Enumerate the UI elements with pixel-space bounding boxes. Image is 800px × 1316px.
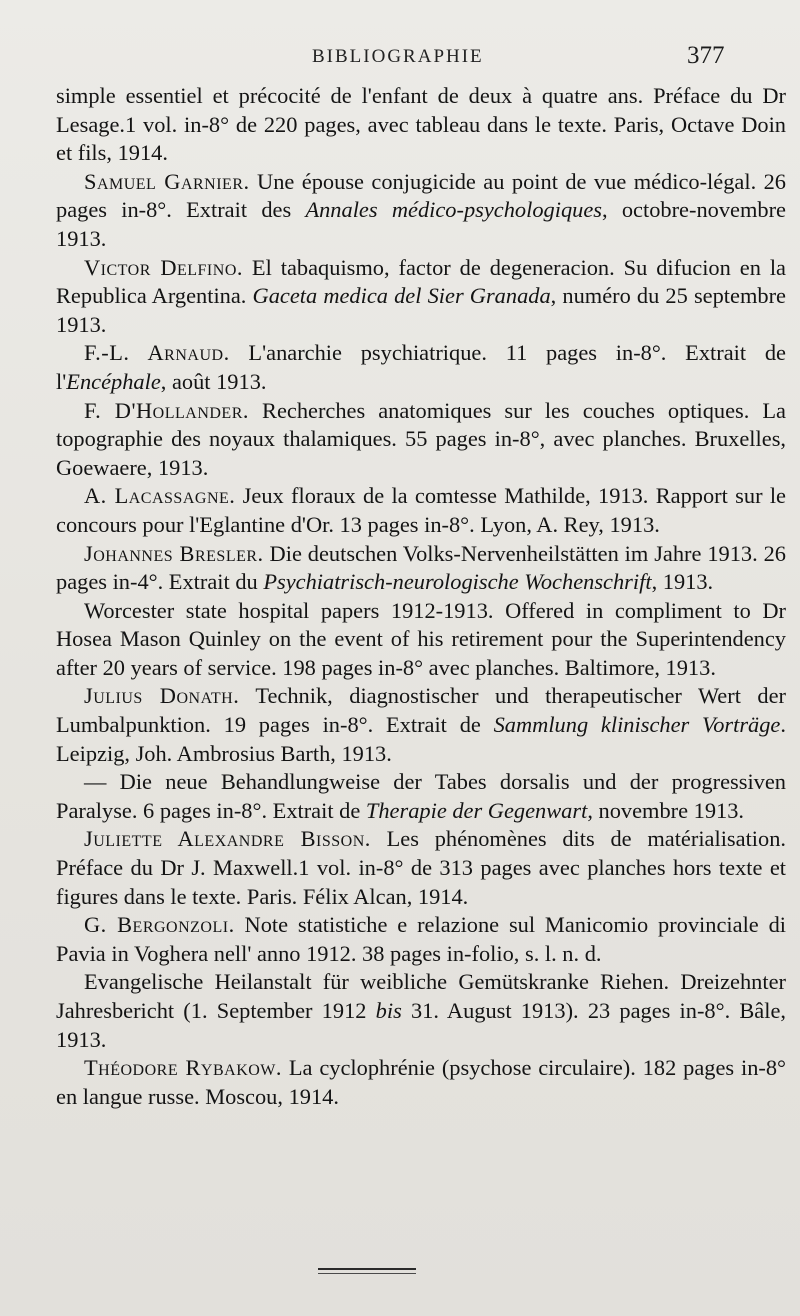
running-head — [0, 42, 800, 74]
entry-author: Théodore Rybakow. — [84, 1055, 283, 1081]
entry-text: Jeux floraux de la comtesse Mathilde, 1913. Rapport sur le concours pour l'Eglantine d'Or. 13 pages in-8°. Lyon, A. Rey, 1913. — [56, 483, 786, 537]
entry-text: Les phénomènes dits de matérialisation. Préface du Dr J. Maxwell.1 vol. in-8° de 313 pages avec planches hors texte et figures dans le texte. Paris. Félix Alcan, 1914. — [56, 826, 786, 909]
bibliography-entry — [56, 339, 786, 396]
entry-author: Johannes Bresler. — [84, 540, 264, 566]
entry-text-end: . Leipzig, Joh. Ambrosius Barth, 1913. — [56, 712, 786, 766]
bibliography-entry — [56, 682, 786, 768]
bibliography-entry — [56, 168, 786, 254]
bibliography-entry — [56, 1054, 786, 1111]
entry-text-end: , octobre-novembre 1913. — [56, 197, 786, 251]
page-number: 377 — [687, 42, 725, 69]
entry-author: A. Lacassagne. — [84, 483, 236, 509]
entry-author: G. Bergonzoli. — [84, 912, 235, 938]
entry-source-title: Gaceta medica del Sier Granada — [252, 283, 551, 309]
entry-source-title: Encéphale — [66, 368, 161, 394]
entry-text-end: , novembre 1913. — [587, 797, 745, 823]
entry-source-title: Annales médico-psychologiques — [305, 197, 602, 223]
entry-text: La cyclophrénie (psychose circulaire). 182 pages in-8° en langue russe. Moscou, 1914. — [56, 1055, 786, 1109]
bibliography-entry — [56, 82, 786, 168]
entry-text-end: , août 1913. — [160, 368, 267, 394]
bibliography-entry — [56, 911, 786, 968]
entry-author: Juliette Alexandre Bisson. — [84, 826, 371, 852]
section-end-rule — [318, 1268, 416, 1270]
bibliography-entry — [56, 968, 786, 1054]
entry-text-end: , numéro du 25 septembre 1913. — [56, 283, 786, 337]
entry-source-title: Therapie der Gegenwart — [365, 797, 588, 823]
entry-text: L'anarchie psychiatrique. 11 pages in-8°. Extrait de l' — [56, 340, 786, 394]
running-title: BIBLIOGRAPHIE — [312, 46, 484, 67]
entry-emphasis: bis — [375, 998, 402, 1023]
entry-text: Technik, diagnostischer und therapeutischer Wert der Lumbalpunktion. 19 pages in-8°. Extrait de — [56, 683, 786, 738]
bibliography-entry — [56, 768, 786, 825]
entry-text: Evangelische Heilanstalt für weibliche Gemütskranke Riehen. Dreizehnter Jahresbericht (1. September 1912 — [56, 969, 786, 1023]
entry-text-end: 31. August 1913). 23 pages in-8°. Bâle, 1913. — [56, 998, 786, 1052]
bibliography-entry — [56, 825, 786, 911]
bibliography-entry — [56, 597, 786, 683]
entry-source-title: Psychiatrisch-neurologische Wochenschrift — [263, 569, 652, 595]
entry-text: Die deutschen Volks-Nervenheilstätten im Jahre 1913. 26 pages in-4°. Extrait du — [56, 540, 786, 595]
entry-author: Samuel Garnier. — [84, 168, 250, 194]
bibliography-entry — [56, 540, 786, 597]
entry-author: Victor Delfino. — [84, 254, 243, 280]
entry-author: F. D'Hollander. — [84, 397, 249, 423]
bibliography-entry — [56, 397, 786, 483]
section-end-rule-thin — [318, 1273, 416, 1274]
bibliography-entry — [56, 482, 786, 539]
entry-source-title: Sammlung klinischer Vorträge — [493, 712, 781, 738]
entry-text-end: , 1913. — [651, 569, 714, 595]
entry-author: Julius Donath. — [84, 683, 240, 709]
bibliography-list — [56, 82, 786, 1111]
entry-text: El tabaquismo, factor de degeneracion. Su difucion en la Republica Argentina. — [56, 254, 786, 309]
entry-text: — Die neue Behandlungweise der Tabes dorsalis und der progressiven Paralyse. 6 pages in-8°. Extrait de — [56, 769, 786, 823]
entry-text: Une épouse conjugicide au point de vue médico-légal. 26 pages in-8°. Extrait des — [56, 168, 786, 223]
entry-text: Recherches anatomiques sur les couches optiques. La topographie des noyaux thalamiques. 55 pages in-8°, avec planches. Bruxelles, Goewaere, 1913. — [56, 397, 786, 480]
entry-text: Note statistiche e relazione sul Manicomio provinciale di Pavia in Voghera nell' anno 1912. 38 pages in-folio, s. l. n. d. — [56, 912, 786, 966]
entry-text: simple essentiel et précocité de l'enfant de deux à quatre ans. Préface du Dr Lesage.1 vol. in-8° de 220 pages, avec tableau dans le texte. Paris, Octave Doin et fils, 1914. — [56, 83, 786, 166]
bibliography-entry — [56, 254, 786, 340]
entry-author: F.-L. Arnaud. — [84, 340, 230, 366]
entry-text: Worcester state hospital papers 1912-1913. Offered in compliment to Dr Hosea Mason Quinley on the event of his retirement pour the Superintendency after 20 years of service. 198 pages in-8° avec planches. Baltimore, 1913. — [56, 597, 786, 680]
